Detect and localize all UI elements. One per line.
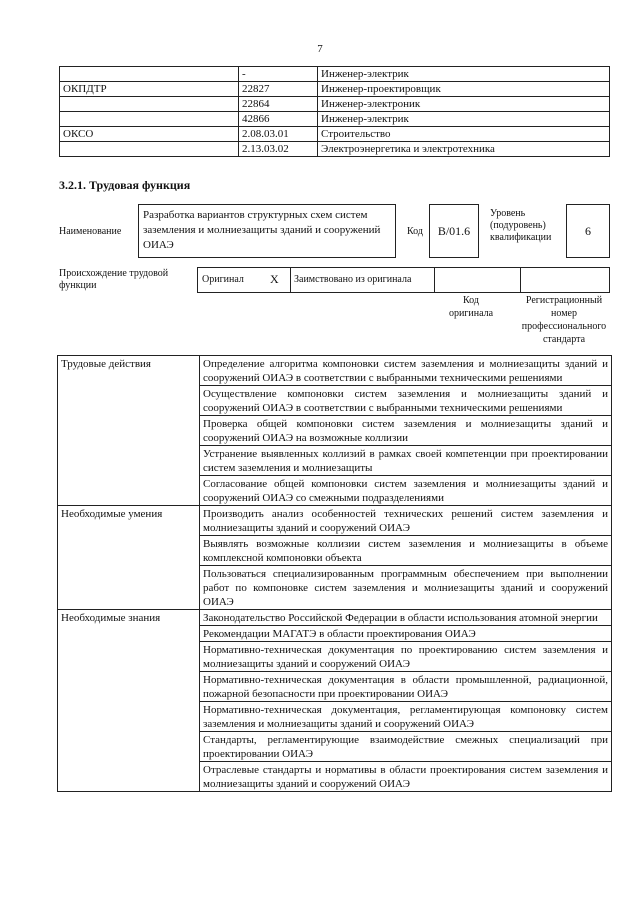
- code-cell: 2.13.03.02: [239, 142, 318, 157]
- requirement-row: [58, 506, 612, 536]
- classifier-cell: [60, 67, 239, 82]
- requirement-item: Отраслевые стандарты и нормативы в области проектирования систем заземления и молниезащиты зданий и сооружений ОИАЭ: [200, 762, 612, 792]
- classification-row: [60, 142, 610, 157]
- classifier-cell: [60, 112, 239, 127]
- original-code-cell: [430, 268, 521, 292]
- classifier-cell: [60, 142, 239, 157]
- code-cell: 22827: [239, 82, 318, 97]
- classification-row: [60, 67, 610, 82]
- origin-box: [197, 267, 610, 293]
- requirement-row: [58, 610, 612, 626]
- code-cell: -: [239, 67, 318, 82]
- function-code: B/01.6: [429, 204, 479, 258]
- original-label: Оригинал: [202, 274, 244, 285]
- requirement-item: Определение алгоритма компоновки систем заземления и молниезащиты зданий и сооружений ОИАЭ в соответствии с выбранными техническими решениями: [200, 356, 612, 386]
- requirement-item: Проверка общей компоновки систем заземления и молниезащиты зданий и сооружений ОИАЭ на возможные коллизии: [200, 416, 612, 446]
- classification-table: [59, 66, 610, 157]
- requirement-item: Стандарты, регламентирующие взаимодействие смежных специализаций при проектировании ОИАЭ: [200, 732, 612, 762]
- reg-number-label: Регистрационный номер профессионального стандарта: [521, 295, 607, 345]
- occupation-name-cell: Электроэнергетика и электротехника: [318, 142, 610, 157]
- requirement-item: Нормативно-техническая документация, регламентирующая компоновку систем заземления и молниезащиты зданий и сооружений ОИАЭ: [200, 702, 612, 732]
- occupation-name-cell: Инженер-электрик: [318, 112, 610, 127]
- original-mark: X: [270, 272, 279, 286]
- classification-row: [60, 97, 610, 112]
- code-cell: 22864: [239, 97, 318, 112]
- classifier-cell: [60, 97, 239, 112]
- function-name: Разработка вариантов структурных схем систем заземления и молниезащиты зданий и сооружений ОИАЭ: [138, 204, 396, 258]
- code-cell: 42866: [239, 112, 318, 127]
- requirement-item: Выявлять возможные коллизии систем заземления и молниезащиты в объеме комплексной компоновки объекта: [200, 536, 612, 566]
- classifier-cell: ОКПДТР: [60, 82, 239, 97]
- requirement-item: Согласование общей компоновки систем заземления и молниезащиты зданий и сооружений ОИАЭ со смежными подразделениями: [200, 476, 612, 506]
- labor-function-table: [57, 355, 612, 792]
- section-category: Необходимые умения: [58, 506, 200, 610]
- occupation-name-cell: Инженер-электроник: [318, 97, 610, 112]
- requirement-row: [58, 356, 612, 386]
- borrowed-label: Заимствовано из оригинала: [290, 268, 435, 292]
- classification-row: [60, 112, 610, 127]
- requirement-item: Нормативно-техническая документация в области промышленной, радиационной, пожарной безопасности при проектировании ОИАЭ: [200, 672, 612, 702]
- classification-row: [60, 82, 610, 97]
- level-label: Уровень (подуровень) квалификации: [490, 208, 552, 243]
- code-label: Код: [407, 226, 423, 237]
- requirement-item: Нормативно-техническая документация по проектированию систем заземления и молниезащиты зданий и сооружений ОИАЭ: [200, 642, 612, 672]
- occupation-name-cell: Инженер-электрик: [318, 67, 610, 82]
- requirement-item: Пользоваться специализированным программным обеспечением при выполнении работ по компоновке систем заземления и молниезащиты зданий и сооружений ОИАЭ: [200, 566, 612, 610]
- section-title: 3.2.1. Трудовая функция: [59, 178, 191, 192]
- code-cell: 2.08.03.01: [239, 127, 318, 142]
- code-original-label: Код оригинала: [448, 295, 494, 319]
- origin-label: Происхождение трудовой функции: [59, 268, 169, 291]
- requirement-item: Производить анализ особенностей технических решений систем заземления и молниезащиты зданий и сооружений ОИАЭ: [200, 506, 612, 536]
- requirement-item: Устранение выявленных коллизий в рамках своей компетенции при проектировании систем заземления и молниезащиты: [200, 446, 612, 476]
- requirement-item: Законодательство Российской Федерации в области использования атомной энергии: [200, 610, 612, 626]
- requirement-item: Осуществление компоновки систем заземления и молниезащиты зданий и сооружений ОИАЭ в соответствии с выбранными техническими решениями: [200, 386, 612, 416]
- requirement-item: Рекомендации МАГАТЭ в области проектирования ОИАЭ: [200, 626, 612, 642]
- occupation-name-cell: Строительство: [318, 127, 610, 142]
- classifier-cell: ОКСО: [60, 127, 239, 142]
- original-cell: [198, 268, 291, 292]
- section-category: Трудовые действия: [58, 356, 200, 506]
- page-number: 7: [317, 43, 323, 55]
- name-label: Наименование: [59, 226, 122, 237]
- occupation-name-cell: Инженер-проектировщик: [318, 82, 610, 97]
- classification-row: [60, 127, 610, 142]
- section-category: Необходимые знания: [58, 610, 200, 792]
- qualification-level: 6: [566, 204, 610, 258]
